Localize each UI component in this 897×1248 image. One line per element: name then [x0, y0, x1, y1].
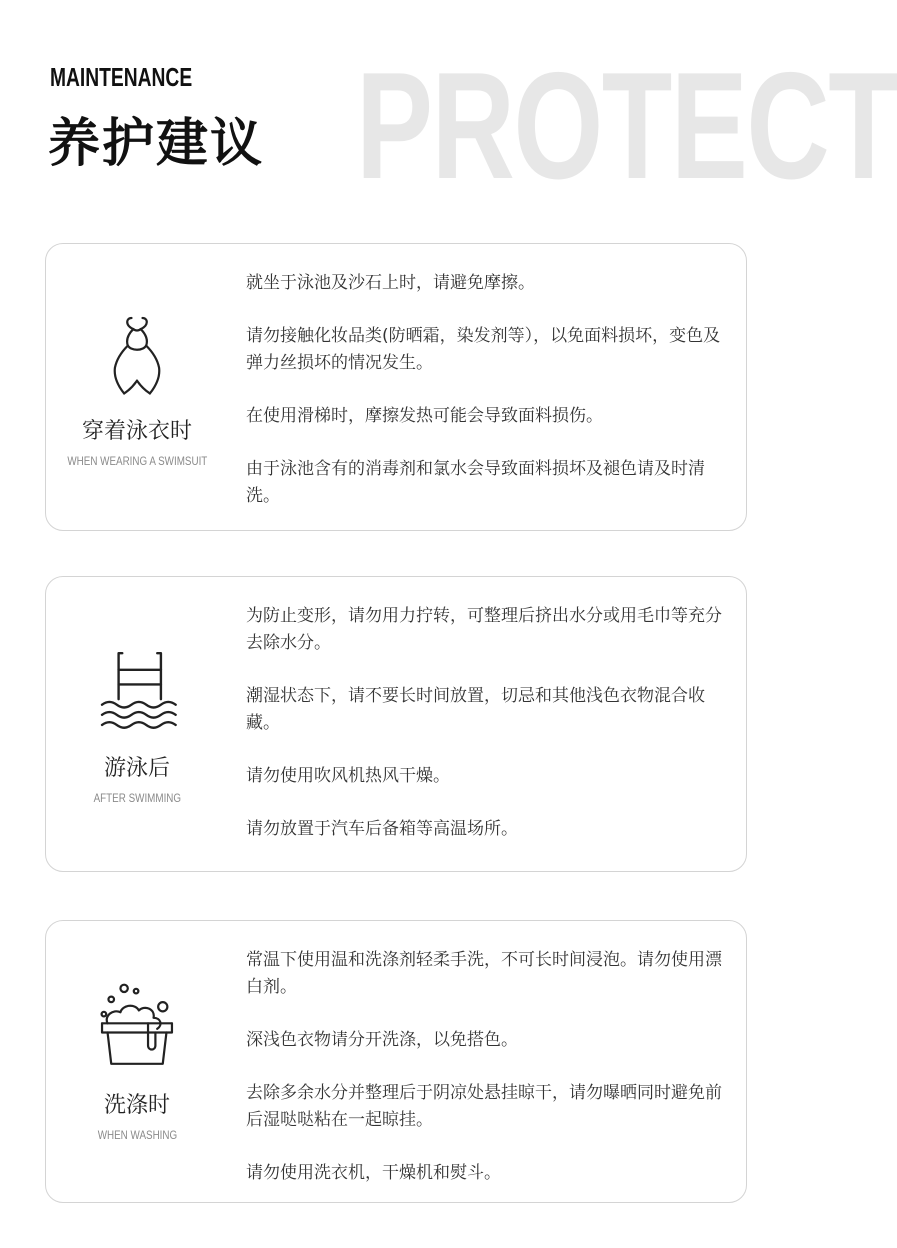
swimsuit-icon	[91, 307, 183, 399]
care-note: 请勿放置于汽车后备箱等高温场所。	[246, 819, 518, 839]
care-note: 请勿接触化妆品类(防晒霜，染发剂等），以免面料损坏，变色及弹力丝损坏的情况发生。	[246, 326, 721, 373]
wash-basin-icon	[91, 981, 183, 1073]
care-notes-list	[246, 947, 722, 1213]
care-note: 在使用滑梯时，摩擦发热可能会导致面料损伤。	[246, 406, 603, 426]
card-title: 穿着泳衣时	[81, 418, 192, 444]
care-note: 由于泳池含有的消毒剂和氯水会导致面料损坏及褪色请及时清洗。	[246, 459, 705, 506]
card-title: 游泳后	[103, 755, 170, 781]
card-subtitle: WHEN WASHING	[97, 1128, 177, 1142]
care-note: 为防止变形，请勿用力拧转，可整理后挤出水分或用毛巾等充分去除水分。	[246, 606, 722, 653]
care-note: 深浅色衣物请分开洗涤，以免搭色。	[246, 1030, 518, 1050]
card-title: 洗涤时	[103, 1093, 170, 1118]
care-notes-list	[246, 270, 722, 536]
care-note: 潮湿状态下，请不要长时间放置，切忌和其他浅色衣物混合收藏。	[246, 686, 705, 733]
card-header	[46, 577, 228, 871]
care-note: 请勿使用洗衣机，干燥机和熨斗。	[246, 1163, 501, 1183]
card-subtitle: WHEN WEARING A SWIMSUIT	[67, 453, 207, 468]
card-header	[46, 244, 228, 530]
care-card-after-swimming	[45, 576, 747, 872]
care-note: 去除多余水分并整理后于阴凉处悬挂晾干，请勿曝晒同时避免前后湿哒哒粘在一起晾挂。	[246, 1083, 722, 1130]
care-notes-list	[246, 603, 722, 869]
card-header	[46, 921, 228, 1202]
care-note: 请勿使用吹风机热风干燥。	[246, 766, 450, 786]
background-watermark-word: PROTECT	[356, 41, 897, 211]
care-note: 就坐于泳池及沙石上时，请避免摩擦。	[246, 273, 535, 293]
pool-ladder-icon	[91, 644, 183, 736]
care-card-swimsuit	[45, 243, 747, 531]
care-note: 常温下使用温和洗涤剂轻柔手洗，不可长时间浸泡。请勿使用漂白剂。	[246, 950, 722, 997]
page-title: 养护建议	[48, 114, 265, 174]
section-eyebrow: MAINTENANCE	[50, 62, 193, 92]
card-subtitle: AFTER SWIMMING	[93, 790, 181, 805]
care-card-washing	[45, 920, 747, 1203]
